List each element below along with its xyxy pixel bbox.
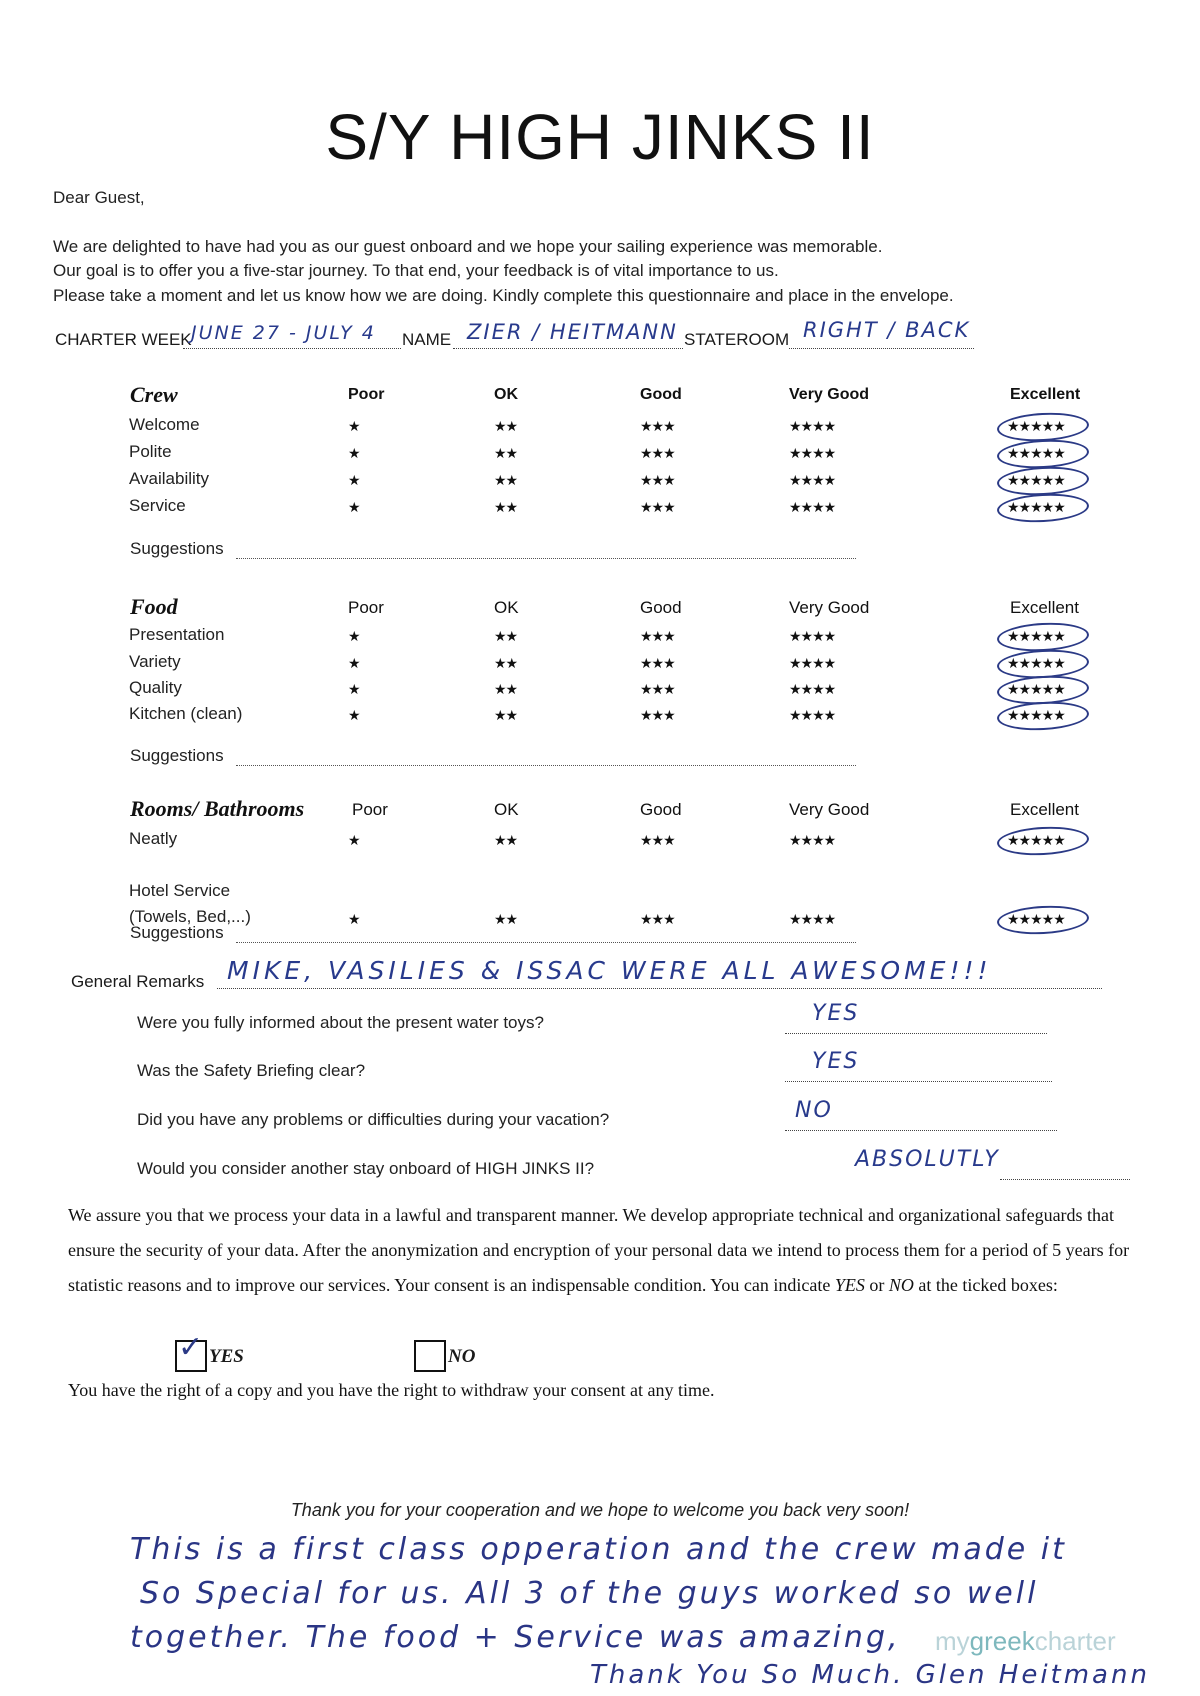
row-label-hotel-service: Hotel Service <box>129 881 231 900</box>
consent-or-word: or <box>864 1275 889 1295</box>
rating-option-4-stars[interactable]: ★★★★ <box>789 418 836 434</box>
rating-option-4-stars[interactable]: ★★★★ <box>789 911 836 927</box>
column-header-excellent: Excellent <box>1010 598 1079 617</box>
rating-option-5-stars[interactable]: ★★★★★ <box>1007 418 1065 434</box>
column-header-very-good: Very Good <box>789 598 870 617</box>
rating-option-4-stars[interactable]: ★★★★ <box>789 707 836 723</box>
row-label-availability: Availability <box>129 469 210 488</box>
name-label: NAME <box>402 330 452 349</box>
rating-option-2-stars[interactable]: ★★ <box>494 445 518 461</box>
suggestions-label: Suggestions <box>130 746 224 765</box>
consent-yes-checkbox[interactable] <box>175 1331 207 1372</box>
rating-option-3-stars[interactable]: ★★★ <box>640 499 675 515</box>
rating-option-5-stars[interactable]: ★★★★★ <box>1007 707 1065 723</box>
rating-option-1-stars[interactable]: ★ <box>348 681 360 697</box>
column-header-ok: OK <box>494 386 518 403</box>
rating-option-4-stars[interactable]: ★★★★ <box>789 472 836 488</box>
row-label-welcome: Welcome <box>129 415 200 434</box>
row-label-polite: Polite <box>129 442 172 461</box>
question-2: Was the Safety Briefing clear? <box>137 1061 366 1080</box>
consent-end-text: at the ticked boxes: <box>913 1275 1058 1295</box>
general-remarks-label: General Remarks <box>71 972 205 991</box>
column-header-excellent: Excellent <box>1010 386 1081 403</box>
rating-option-3-stars[interactable]: ★★★ <box>640 472 675 488</box>
rating-option-2-stars[interactable]: ★★ <box>494 707 518 723</box>
rating-option-2-stars[interactable]: ★★ <box>494 832 518 848</box>
row-label-variety: Variety <box>129 652 181 671</box>
rating-option-5-stars[interactable]: ★★★★★ <box>1007 911 1065 927</box>
selected-rating-circle <box>996 825 1089 858</box>
rating-option-2-stars[interactable]: ★★ <box>494 499 518 515</box>
rating-option-4-stars[interactable]: ★★★★ <box>789 832 836 848</box>
site-watermark <box>935 1626 1116 1657</box>
rating-option-3-stars[interactable]: ★★★ <box>640 655 675 671</box>
column-header-very-good: Very Good <box>789 386 870 403</box>
column-header-poor: Poor <box>348 386 385 403</box>
charter-week-label: CHARTER WEEK <box>55 330 192 349</box>
question-4: Would you consider another stay onboard of HIGH JINKS II? <box>137 1159 595 1178</box>
watermark-part-2: greek <box>969 1626 1035 1656</box>
rating-option-2-stars[interactable]: ★★ <box>494 655 518 671</box>
name-value: ZIER / HEITMANN <box>467 320 678 344</box>
selected-rating-circle <box>996 438 1089 471</box>
rating-option-5-stars[interactable]: ★★★★★ <box>1007 499 1065 515</box>
selected-rating-circle <box>996 904 1089 937</box>
column-header-poor: Poor <box>352 800 388 819</box>
rating-option-4-stars[interactable]: ★★★★ <box>789 499 836 515</box>
consent-yes-label: YES <box>209 1346 244 1367</box>
document-title: S/Y HIGH JINKS II <box>325 101 875 173</box>
handwritten-signature: Thank You So Much. Glen Heitmann <box>590 1660 1150 1690</box>
charter-week-field[interactable] <box>183 322 401 349</box>
section-title-rooms-bathrooms: Rooms/ Bathrooms <box>130 796 305 821</box>
rating-option-1-stars[interactable]: ★ <box>348 445 360 461</box>
general-remarks-value: MIKE, VASILIES & ISSAC WERE ALL AWESOME!!! <box>227 956 992 985</box>
rating-option-5-stars[interactable]: ★★★★★ <box>1007 681 1065 697</box>
suggestions-field[interactable] <box>236 544 856 559</box>
checkmark-icon: ✓ <box>178 1331 204 1364</box>
row-sublabel-towels-bed: (Towels, Bed,...) <box>129 907 251 926</box>
rating-option-3-stars[interactable]: ★★★ <box>640 911 675 927</box>
name-field[interactable] <box>453 320 683 349</box>
selected-rating-circle <box>996 465 1089 498</box>
suggestions-label: Suggestions <box>130 539 224 558</box>
rating-option-4-stars[interactable]: ★★★★ <box>789 628 836 644</box>
watermark-part-3: charter <box>1034 1626 1116 1656</box>
rating-option-2-stars[interactable]: ★★ <box>494 628 518 644</box>
row-label-service: Service <box>129 496 186 515</box>
intro-line-3: Please take a moment and let us know how we are doing. Kindly complete this questionnaire and place in the envelope. <box>53 286 954 305</box>
watermark-part-1: my <box>935 1626 970 1656</box>
consent-text: We assure you that we process your data in a lawful and transparent manner. We develop appropriate technical and organizational safeguards that ensure the security of your data. After the anonymization and encryption of your personal data we intend to process them for a period of 5 years for statistic reasons and to improve our services. Your consent is an indispensable condition. You can indicate <box>68 1205 1130 1295</box>
rating-option-2-stars[interactable]: ★★ <box>494 418 518 434</box>
column-header-poor: Poor <box>348 598 384 617</box>
stateroom-label: STATEROOM <box>684 330 790 349</box>
rating-option-5-stars[interactable]: ★★★★★ <box>1007 472 1065 488</box>
stateroom-field[interactable] <box>789 318 974 349</box>
selected-rating-circle <box>996 621 1089 654</box>
column-header-ok: OK <box>494 598 519 617</box>
rating-option-2-stars[interactable]: ★★ <box>494 472 518 488</box>
rating-option-5-stars[interactable]: ★★★★★ <box>1007 832 1065 848</box>
answer-value-2: YES <box>812 1049 860 1074</box>
consent-no-checkbox[interactable] <box>414 1340 446 1372</box>
rating-option-3-stars[interactable]: ★★★ <box>640 707 675 723</box>
rating-option-4-stars[interactable]: ★★★★ <box>789 655 836 671</box>
rating-option-1-stars[interactable]: ★ <box>348 628 360 644</box>
general-remarks-field[interactable] <box>217 956 1102 989</box>
rating-option-1-stars[interactable]: ★ <box>348 911 360 927</box>
handwritten-note-line-2: So Special for us. All 3 of the guys worked so well <box>140 1576 1039 1611</box>
rating-option-2-stars[interactable]: ★★ <box>494 911 518 927</box>
selected-rating-circle <box>996 411 1089 444</box>
rating-option-1-stars[interactable]: ★ <box>348 418 360 434</box>
rating-option-1-stars[interactable]: ★ <box>348 707 360 723</box>
answer-value-1: YES <box>812 1001 860 1026</box>
row-label-neatly: Neatly <box>129 829 178 848</box>
intro-line-2: Our goal is to offer you a five-star journey. To that end, your feedback is of vital importance to us. <box>53 261 779 280</box>
answer-value-3: NO <box>795 1098 833 1123</box>
section-title-crew: Crew <box>130 382 178 407</box>
answer-field-4[interactable] <box>1000 1157 1130 1180</box>
column-header-ok: OK <box>494 800 519 819</box>
intro-line-1: We are delighted to have had you as our guest onboard and we hope your sailing experience was memorable. <box>53 237 883 256</box>
suggestions-field[interactable] <box>236 751 856 766</box>
column-header-excellent: Excellent <box>1010 800 1079 819</box>
handwritten-note-line-1: This is a first class opperation and the crew made it <box>130 1532 1067 1567</box>
column-header-good: Good <box>640 800 682 819</box>
consent-yes-word: YES <box>834 1275 865 1295</box>
consent-no-label: NO <box>448 1346 476 1367</box>
rating-option-1-stars[interactable]: ★ <box>348 499 360 515</box>
charter-week-value: JUNE 27 - JULY 4 <box>191 322 376 344</box>
selected-rating-circle <box>996 700 1089 733</box>
rating-option-5-stars[interactable]: ★★★★★ <box>1007 628 1065 644</box>
row-label-quality: Quality <box>129 678 182 697</box>
column-header-very-good: Very Good <box>789 800 870 819</box>
suggestions-field[interactable] <box>236 928 856 943</box>
handwritten-note-line-3: together. The food + Service was amazing, <box>130 1620 901 1655</box>
section-title-food: Food <box>130 594 178 619</box>
row-label-presentation: Presentation <box>129 625 225 644</box>
closing-thanks: Thank you for your cooperation and we hope to welcome you back very soon! <box>290 1500 910 1520</box>
rating-option-3-stars[interactable]: ★★★ <box>640 832 675 848</box>
rating-option-3-stars[interactable]: ★★★ <box>640 445 675 461</box>
rating-option-1-stars[interactable]: ★ <box>348 472 360 488</box>
rating-option-2-stars[interactable]: ★★ <box>494 681 518 697</box>
question-1: Were you fully informed about the present water toys? <box>137 1013 544 1032</box>
rating-option-4-stars[interactable]: ★★★★ <box>789 445 836 461</box>
greeting: Dear Guest, <box>53 188 145 207</box>
rating-option-3-stars[interactable]: ★★★ <box>640 681 675 697</box>
rating-option-3-stars[interactable]: ★★★ <box>640 418 675 434</box>
consent-paragraph <box>68 1198 1148 1303</box>
suggestions-label: Suggestions <box>130 923 224 942</box>
row-label-kitchen-clean: Kitchen (clean) <box>129 704 243 723</box>
column-header-good: Good <box>640 598 682 617</box>
stateroom-value: RIGHT / BACK <box>803 318 971 342</box>
question-3: Did you have any problems or difficulties during your vacation? <box>137 1110 610 1129</box>
rating-option-4-stars[interactable]: ★★★★ <box>789 681 836 697</box>
rating-option-1-stars[interactable]: ★ <box>348 655 360 671</box>
consent-copy-text: You have the right of a copy and you have the right to withdraw your consent at any time. <box>68 1380 715 1400</box>
consent-no-word: NO <box>888 1275 914 1295</box>
rating-option-5-stars[interactable]: ★★★★★ <box>1007 655 1065 671</box>
rating-option-1-stars[interactable]: ★ <box>348 832 360 848</box>
answer-value-4: ABSOLUTLY <box>855 1147 1000 1172</box>
rating-option-3-stars[interactable]: ★★★ <box>640 628 675 644</box>
selected-rating-circle <box>996 492 1089 525</box>
rating-option-5-stars[interactable]: ★★★★★ <box>1007 445 1065 461</box>
column-header-good: Good <box>640 386 682 403</box>
